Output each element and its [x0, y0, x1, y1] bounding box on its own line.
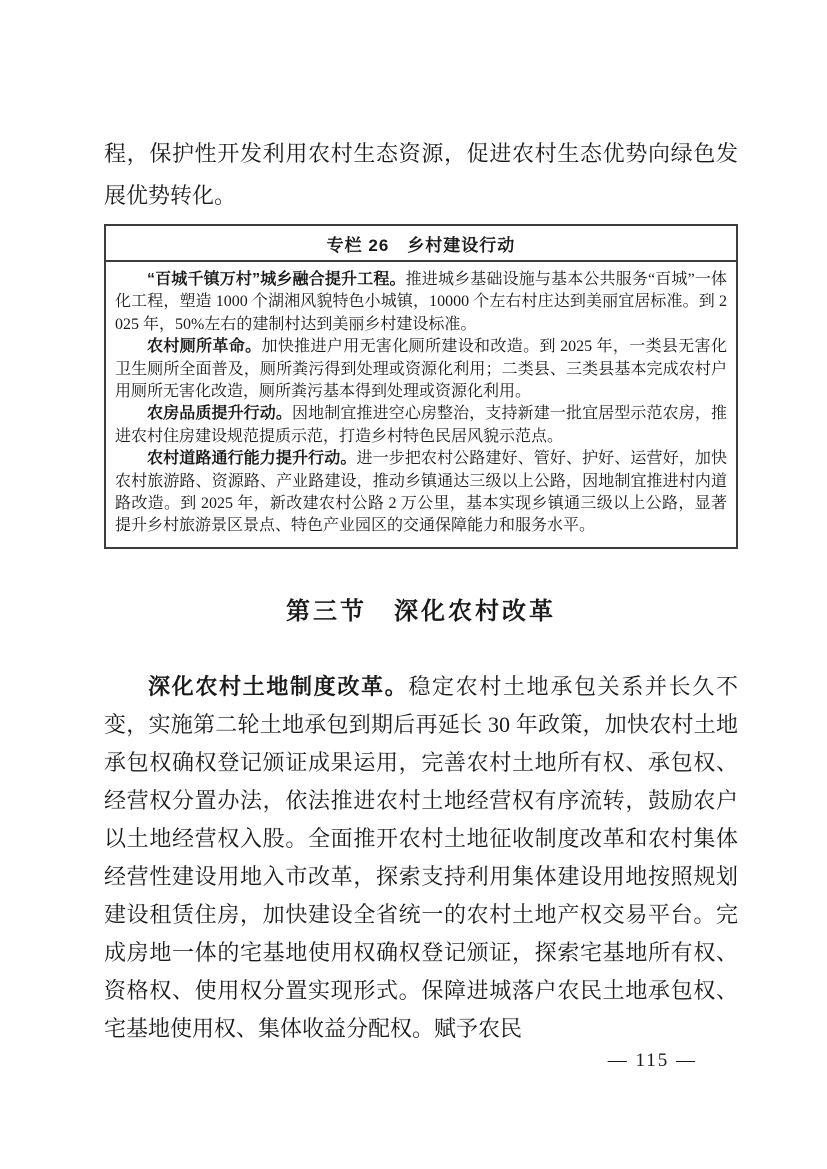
- box-paragraph-lead: “百城千镇万村”城乡融合提升工程。: [147, 271, 406, 288]
- box-paragraph: [115, 269, 727, 336]
- box-paragraph: [115, 403, 727, 448]
- body-paragraph-body: 稳定农村土地承包关系并长久不变，实施第二轮土地承包到期后再延长 30 年政策，加快农村土地承包权确权登记颁证成果运用，完善农村土地所有权、承包权、经营权分置办法，依法推进农村土地经营权有序流转，鼓励农户以土地经营权入股。全面推开农村土地征收制度改革和农村集体经营性建设用地入市改革，探索支持利用集体建设用地按照规划建设租赁住房，加快建设全省统一的农村土地产权交易平台。完成房地一体的宅基地使用权确权登记颁证，探索宅基地所有权、资格权、使用权分置实现形式。保障进城落户农民土地承包权、宅基地使用权、集体收益分配权。赋予农民: [104, 673, 738, 1041]
- box-paragraph-body: 进一步把农村公路建好、管好、护好、运营好，加快农村旅游路、资源路、产业路建设，推动乡镇通达三级以上公路，因地制宜推进村内道路改造。到 2025 年，新改建农村公路 2 万公里，基本实现乡镇通三级以上公路，显著提升乡村旅游景区景点、特色产业园区的交通保障能力和服务水平。: [115, 450, 727, 535]
- box-paragraph-body: 推进城乡基础设施与基本公共服务“百城”一体化工程，塑造 1000 个湖湘风貌特色小城镇，10000 个左右村庄达到美丽宜居标准。到 2025 年，50%左右的建制村达到美丽乡村建设标准。: [115, 271, 727, 333]
- box-paragraph-lead: 农房品质提升行动。: [147, 405, 293, 423]
- box-paragraph-lead: 农村道路通行能力提升行动。: [147, 450, 357, 468]
- body-paragraph: [104, 626, 738, 1048]
- box-paragraph: [115, 336, 727, 403]
- page-content: [104, 0, 738, 1048]
- box-paragraph-body: 加快推进户用无害化厕所建设和改造。到 2025 年，一类县无害化卫生厕所全面普及，厕所粪污得到处理或资源化利用；二类县、三类县基本完成农村户用厕所无害化改造，厕所粪污基本得到处理或资源化利用。: [115, 338, 727, 401]
- body-paragraph-lead: 深化农村土地制度改革。: [148, 673, 409, 699]
- column-box: [104, 224, 738, 549]
- intro-paragraph: 程，保护性开发利用农村生态资源，促进农村生态优势向绿色发展优势转化。: [104, 141, 738, 208]
- box-paragraph-body: 因地制宜推进空心房整治，支持新建一批宜居型示范农房，推进农村住房建设规范提质示范，打造乡村特色民居风貌示范点。: [115, 405, 727, 445]
- page-number: — 115 —: [607, 1050, 697, 1071]
- section-heading: 第三节 深化农村改革: [286, 598, 556, 625]
- box-paragraph-lead: 农村厕所革命。: [147, 338, 262, 356]
- box-paragraph: [115, 448, 727, 538]
- column-box-title: 专栏 26 乡村建设行动: [106, 226, 736, 262]
- column-box-body: [106, 262, 736, 547]
